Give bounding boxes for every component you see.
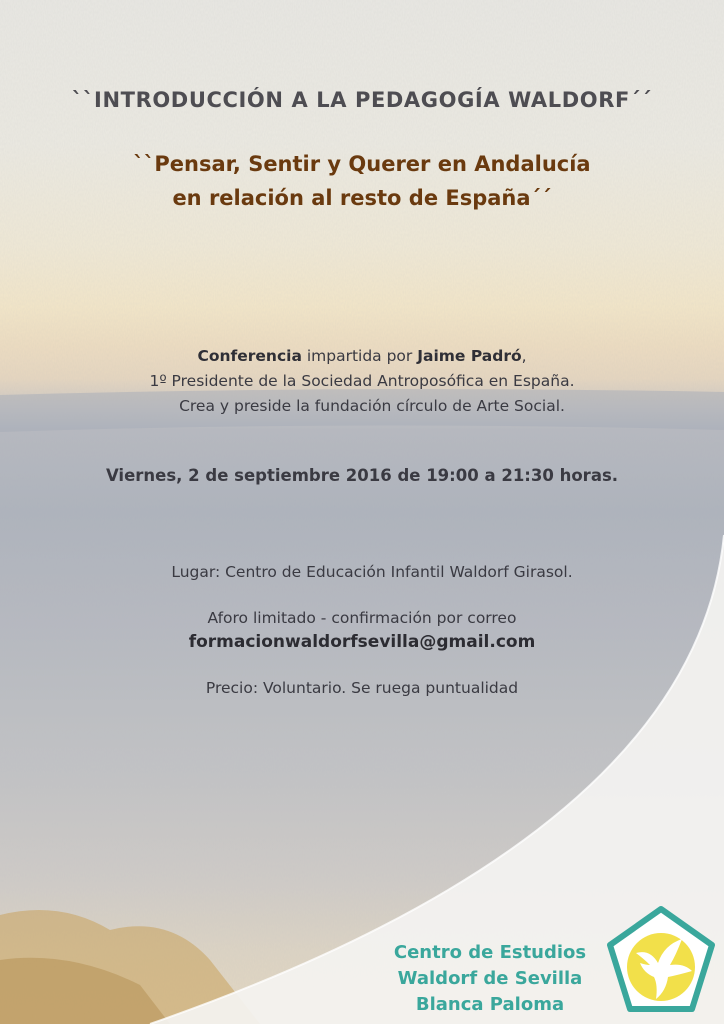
dove-pentagon-icon [606, 905, 716, 1015]
venue-name: Centro de Educación Infantil Waldorf Girasol. [225, 563, 573, 581]
contact-email[interactable]: formacionwaldorfsevilla@gmail.com [188, 632, 536, 652]
subtitle-line-2: en relación al resto de España´´ [172, 186, 552, 210]
subtitle-line-1: ``Pensar, Sentir y Querer en Andalucía [133, 152, 591, 176]
president-line: 1º Presidente de la Sociedad Antroposófica en España. [149, 372, 575, 390]
speaker-comma: , [521, 347, 527, 365]
organization-name [380, 940, 600, 1018]
conference-text: impartida por [301, 347, 418, 365]
capacity-line: Aforo limitado - confirmación por correo [207, 609, 517, 627]
event-date: Viernes, 2 de septiembre 2016 de 19:00 a 21:30 horas. [105, 466, 619, 485]
price-line: Precio: Voluntario. Se ruega puntualidad [205, 679, 519, 697]
conference-line [0, 347, 724, 365]
org-name-line-2: Waldorf de Sevilla [397, 968, 583, 989]
foundation-line: Crea y preside la fundación círculo de Arte Social. [179, 397, 565, 415]
conference-label: Conferencia [197, 347, 302, 365]
org-name-line-1: Centro de Estudios [393, 942, 587, 963]
venue-label: Lugar: [171, 563, 226, 581]
main-title: ``INTRODUCCIÓN A LA PEDAGOGÍA WALDORF´´ [71, 88, 653, 112]
speaker-name: Jaime Padró [417, 347, 522, 365]
org-name-line-3: Blanca Paloma [415, 994, 565, 1015]
venue-line [10, 563, 724, 581]
